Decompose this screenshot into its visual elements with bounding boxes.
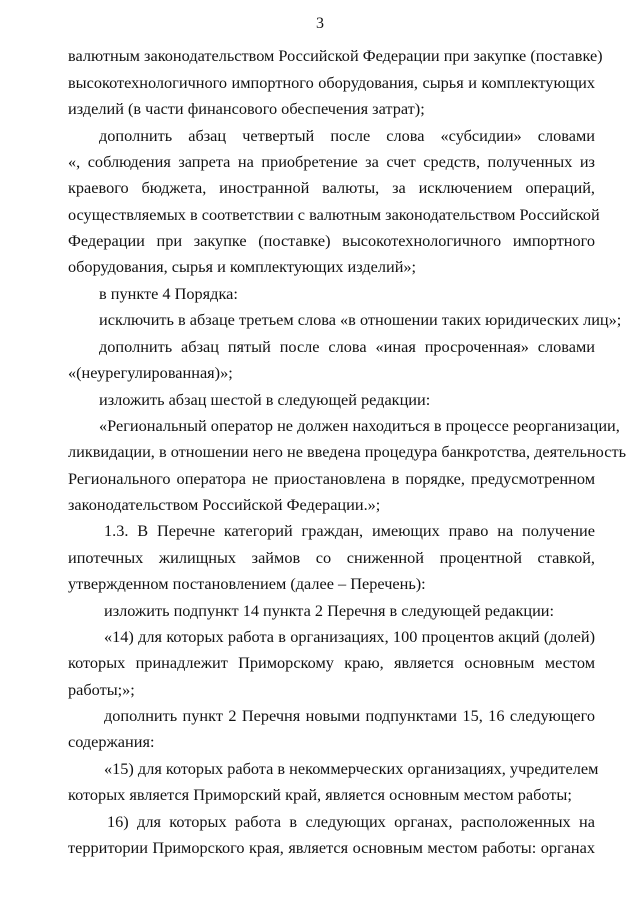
page-number: 3: [316, 15, 324, 32]
text-line: 1.3. В Перечне категорий граждан, имеющих право на получение: [104, 521, 595, 540]
text-line: дополнить пункт 2 Перечня новыми подпунктами 15, 16 следующего: [104, 706, 595, 725]
text-line: содержания:: [68, 732, 155, 751]
text-line: дополнить абзац четвертый после слова «субсидии» словами: [99, 126, 595, 145]
text-line: которых является Приморский край, является основным местом работы;: [68, 785, 572, 804]
text-line: изложить абзац шестой в следующей редакции:: [99, 390, 431, 409]
text-line: «Региональный оператор не должен находиться в процессе реорганизации,: [99, 416, 620, 435]
text-line: оборудования, сырья и комплектующих изделий»;: [68, 257, 417, 276]
text-line: изложить подпункт 14 пункта 2 Перечня в следующей редакции:: [104, 601, 555, 620]
text-line: законодательством Российской Федерации.»;: [68, 495, 381, 514]
text-line: высокотехнологичного импортного оборудования, сырья и комплектующих: [68, 73, 595, 92]
text-line: 16) для которых работа в следующих органах, расположенных на: [107, 812, 595, 831]
text-line: «14) для которых работа в организациях, 100 процентов акций (долей): [104, 627, 595, 646]
text-line: «(неурегулированная)»;: [68, 363, 233, 382]
text-line: дополнить абзац пятый после слова «иная просроченная» словами: [99, 337, 595, 356]
text-line: которых принадлежит Приморскому краю, является основным местом: [68, 653, 595, 672]
text-line: работы;»;: [68, 680, 135, 699]
text-line: осуществляемых в соответствии с валютным законодательством Российской: [68, 205, 600, 224]
text-line: в пункте 4 Порядка:: [99, 284, 238, 303]
text-line: валютным законодательством Российской Федерации при закупке (поставке): [68, 46, 603, 65]
text-line: ликвидации, в отношении него не введена процедура банкротства, деятельность: [68, 442, 626, 461]
text-line: ипотечных жилищных займов со сниженной процентной ставкой,: [68, 548, 595, 567]
text-line: Регионального оператора не приостановлена в порядке, предусмотренном: [68, 469, 595, 488]
text-line: «, соблюдения запрета на приобретение за счет средств, полученных из: [68, 152, 595, 171]
text-line: изделий (в части финансового обеспечения затрат);: [68, 99, 425, 118]
text-line: «15) для которых работа в некоммерческих организациях, учредителем: [104, 759, 599, 778]
text-line: Федерации при закупке (поставке) высокотехнологичного импортного: [68, 231, 595, 250]
text-line: исключить в абзаце третьем слова «в отношении таких юридических лиц»;: [99, 310, 622, 329]
text-line: краевого бюджета, иностранной валюты, за исключением операций,: [68, 178, 595, 197]
text-line: территории Приморского края, является основным местом работы: органах: [68, 838, 595, 857]
text-line: утвержденном постановлением (далее – Перечень):: [68, 574, 426, 593]
